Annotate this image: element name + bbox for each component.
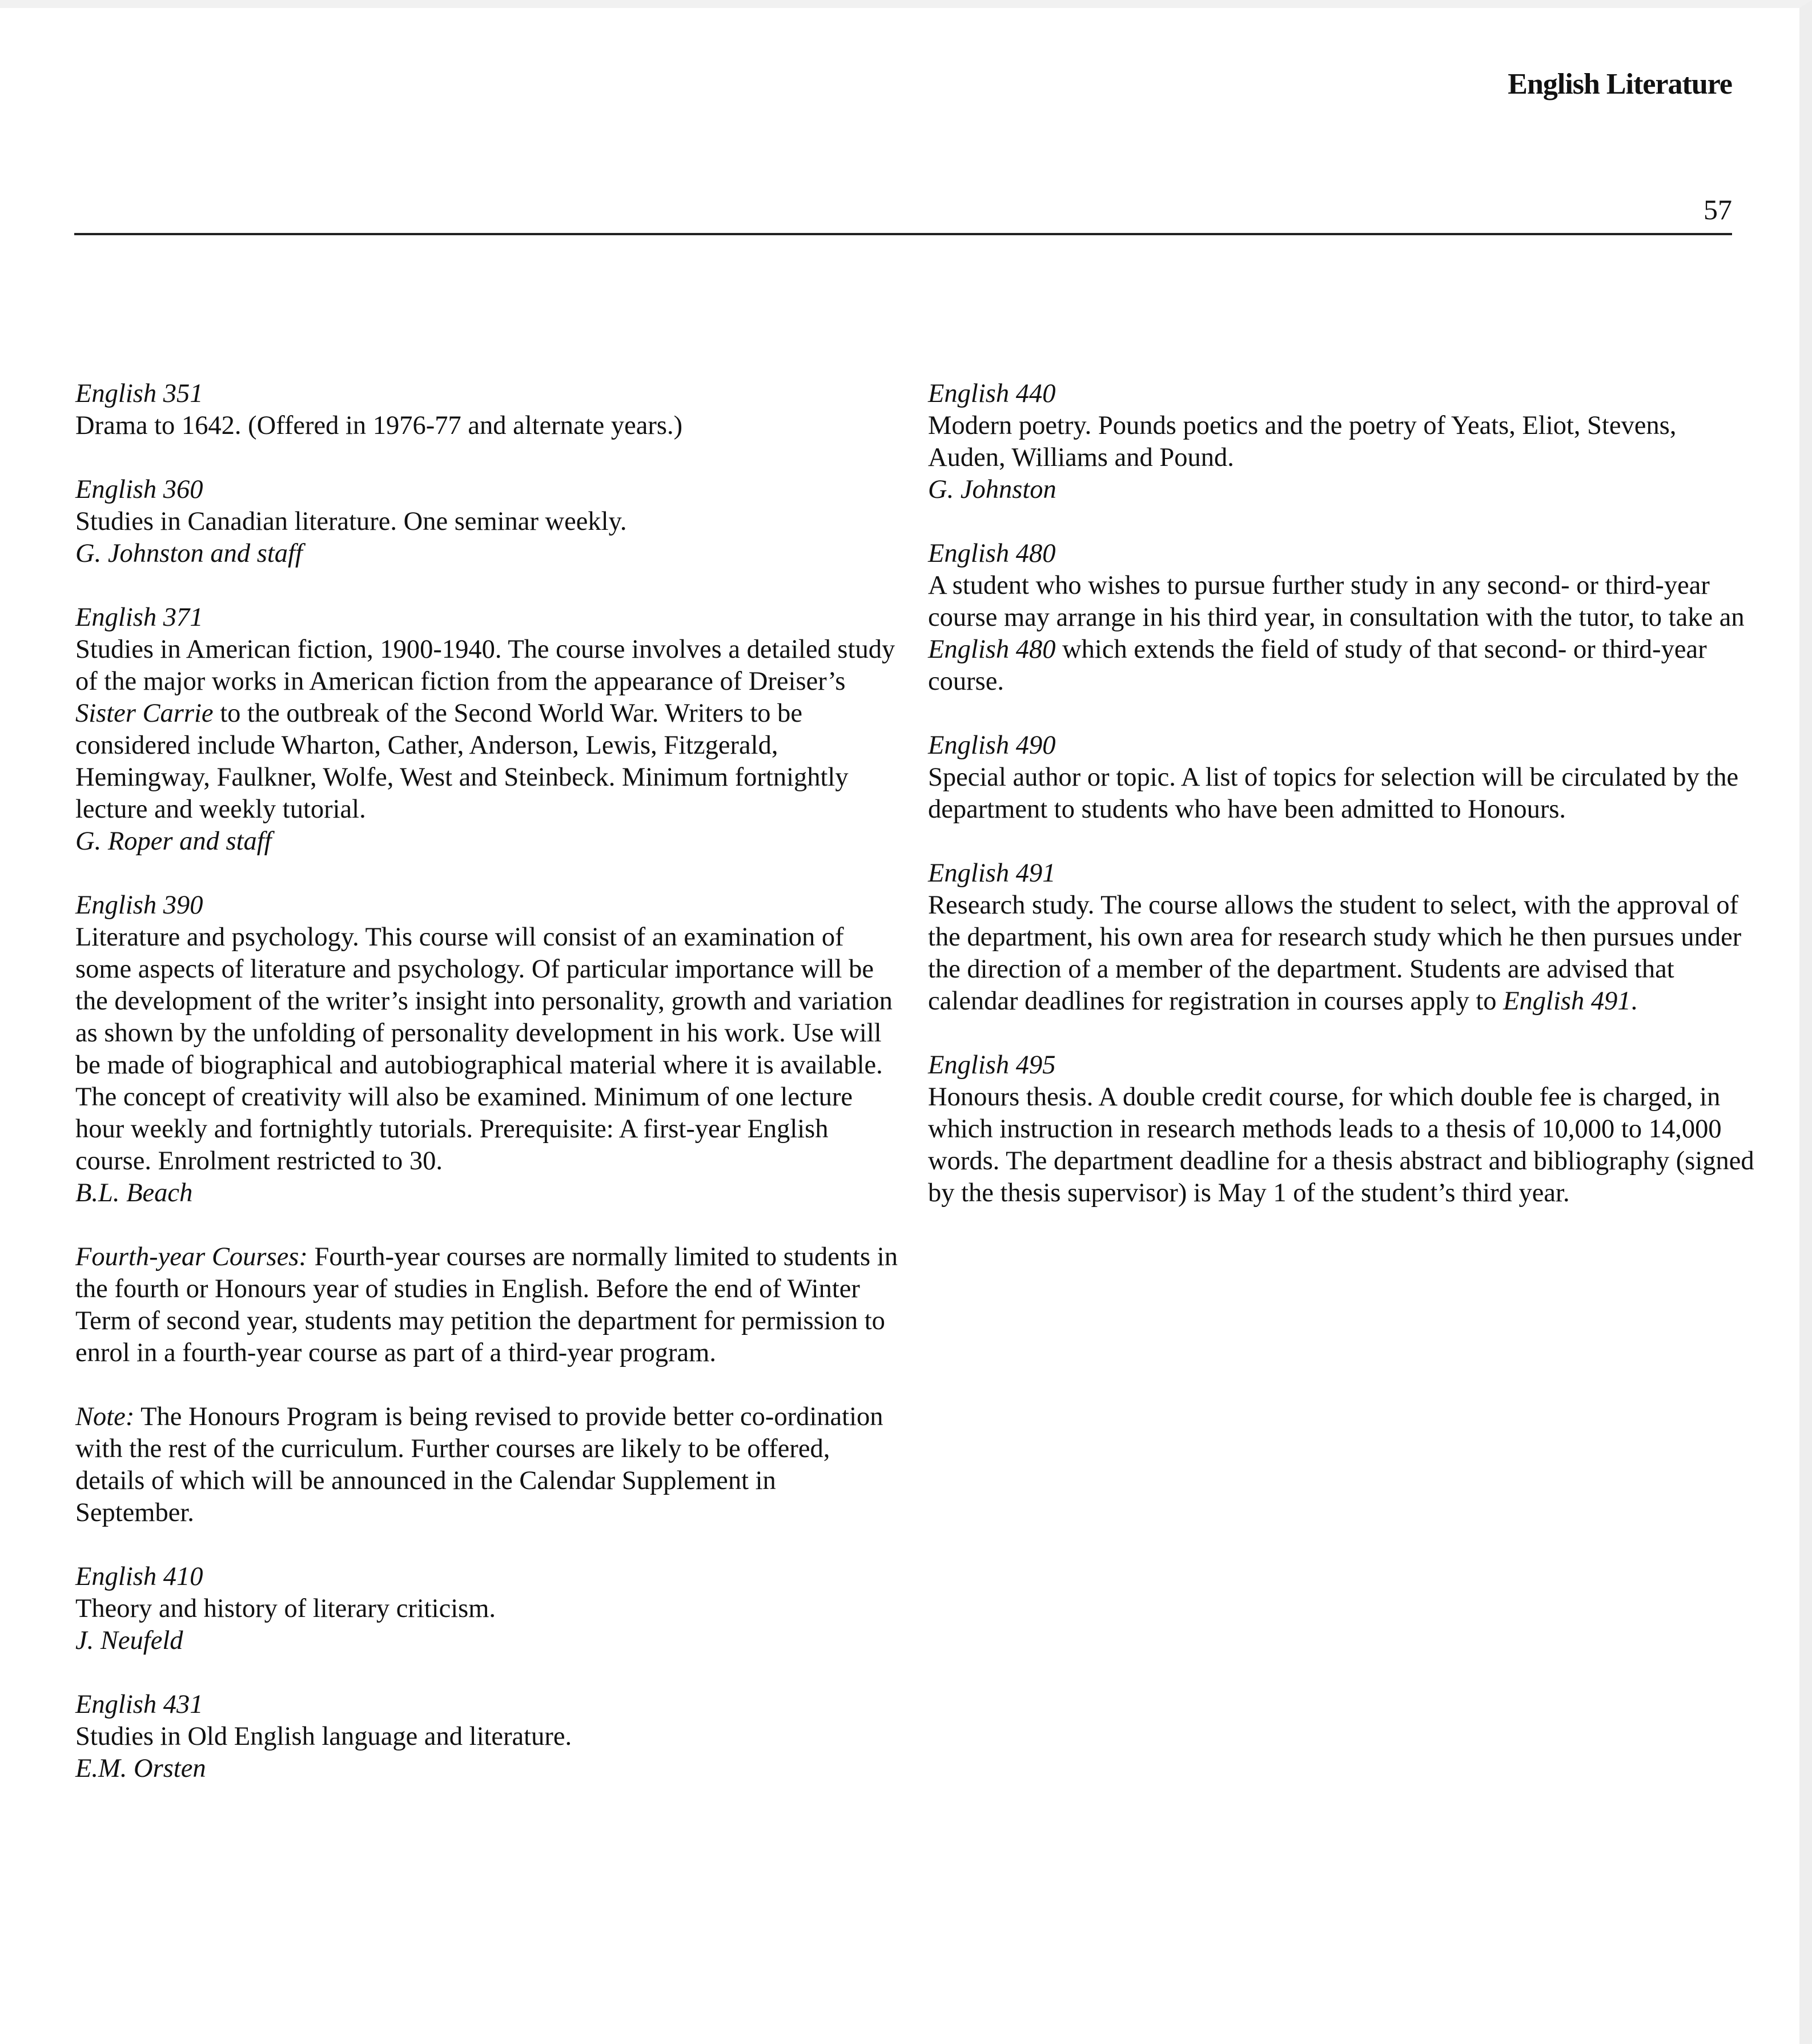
course-description (75, 634, 898, 826)
note-body: The Honours Program is being revised to provide better co-ordination with the rest of the curriculum. Further courses are likely to be offered, details of which will be announced in the Calendar Supplement in September. (75, 1402, 883, 1527)
description-text: which extends the field of study of that second- or third-year course. (928, 635, 1707, 696)
course-reference: English 480 (928, 635, 1056, 664)
running-head: English Literature (1508, 68, 1732, 100)
description-text: Research study. The course allows the student to select, with the approval of the department, his own area for research study which he then pursues under the direction of a member of the department. Students are advised that calendar deadlines for registration in courses apply to (928, 891, 1742, 1016)
course-code: English 491 (928, 859, 1056, 888)
fourth-year-courses-paragraph (75, 1241, 898, 1369)
course-code: English 490 (928, 731, 1056, 760)
course-description: Special author or topic. A list of topics for selection will be circulated by the department to students who have been admitted to Honours. (928, 763, 1739, 824)
course-code: English 371 (75, 603, 203, 632)
course-code: English 360 (75, 475, 203, 504)
fourth-year-body: Fourth-year courses are normally limited to students in the fourth or Honours year of studies in English. Before the end of Winter Term of second year, students may petition the department for permission to enrol in a fourth-year course as part of a third-year program. (75, 1242, 898, 1367)
book-title: Sister Carrie (75, 699, 214, 728)
course-description: Studies in Old English language and literature. (75, 1722, 572, 1751)
course-description: Modern poetry. Pounds poetics and the poetry of Yeats, Eliot, Stevens, Auden, Williams and Pound. (928, 411, 1677, 472)
course-description: Literature and psychology. This course will consist of an examination of some aspects of literature and psychology. Of particular importance will be the development of the writer’s insight into personality, growth and variation as shown by the unfolding of personality development in his work. Use will be made of biographical and autobiographical material where it is available. The concept of creativity will also be examined. Minimum of one lecture hour weekly and fortnightly tutorials. Prerequisite: A first-year English course. Enrolment restricted to 30. (75, 923, 893, 1176)
course-instructor: J. Neufeld (75, 1626, 183, 1655)
header-rule (74, 233, 1732, 235)
course-entry-english-480 (928, 538, 1756, 698)
course-entry-english-360 (75, 474, 898, 570)
note-lead: Note: (75, 1402, 135, 1431)
course-code: English 390 (75, 891, 203, 920)
course-entry-english-431 (75, 1689, 898, 1785)
course-description: Honours thesis. A double credit course, for which double fee is charged, in which instruction in research methods leads to a thesis of 10,000 to 14,000 words. The department deadline for a thesis abstract and bibliography (signed by the thesis supervisor) is May 1 of the student’s third year. (928, 1083, 1754, 1208)
description-text: to the outbreak of the Second World War. Writers to be considered include Wharton, Cather, Anderson, Lewis, Fitzgerald, Hemingway, Faulkner, Wolfe, West and Steinbeck. Minimum fortnightly lecture and weekly tutorial. (75, 699, 849, 824)
course-reference: English 491 (1503, 987, 1631, 1016)
course-entry-english-490 (928, 730, 1756, 826)
course-code: English 495 (928, 1051, 1056, 1080)
course-instructor: G. Johnston (928, 475, 1056, 504)
course-entry-english-440 (928, 378, 1756, 506)
course-instructor: G. Johnston and staff (75, 539, 303, 568)
description-text: Studies in American fiction, 1900-1940. The course involves a detailed study of the major works in American fiction from the appearance of Dreiser’s (75, 635, 895, 696)
fourth-year-text (75, 1241, 898, 1369)
course-entry-english-351 (75, 378, 898, 442)
description-text: . (1630, 987, 1638, 1016)
course-description: Studies in Canadian literature. One seminar weekly. (75, 507, 627, 536)
course-description (928, 570, 1756, 698)
fourth-year-lead: Fourth-year Courses: (75, 1242, 308, 1272)
course-entry-english-495 (928, 1049, 1756, 1209)
course-code: English 410 (75, 1562, 203, 1591)
course-entry-english-371 (75, 602, 898, 858)
course-code: English 480 (928, 539, 1056, 568)
left-column (75, 378, 898, 1785)
course-instructor: B.L. Beach (75, 1178, 193, 1208)
course-code: English 440 (928, 379, 1056, 408)
course-entry-english-491 (928, 858, 1756, 1017)
course-entry-english-410 (75, 1561, 898, 1657)
course-code: English 431 (75, 1690, 203, 1719)
note-text (75, 1401, 898, 1529)
course-instructor: E.M. Orsten (75, 1754, 206, 1783)
page-number: 57 (1703, 194, 1732, 226)
course-instructor: G. Roper and staff (75, 827, 272, 856)
course-description: Theory and history of literary criticism. (75, 1594, 496, 1623)
course-code: English 351 (75, 379, 203, 408)
course-description (928, 890, 1756, 1017)
course-entry-english-390 (75, 890, 898, 1209)
note-paragraph (75, 1401, 898, 1529)
course-description: Drama to 1642. (Offered in 1976-77 and alternate years.) (75, 411, 683, 440)
right-column (928, 378, 1756, 1209)
description-text: A student who wishes to pursue further study in any second- or third-year course may arrange in his third year, in consultation with the tutor, to take an (928, 571, 1745, 632)
